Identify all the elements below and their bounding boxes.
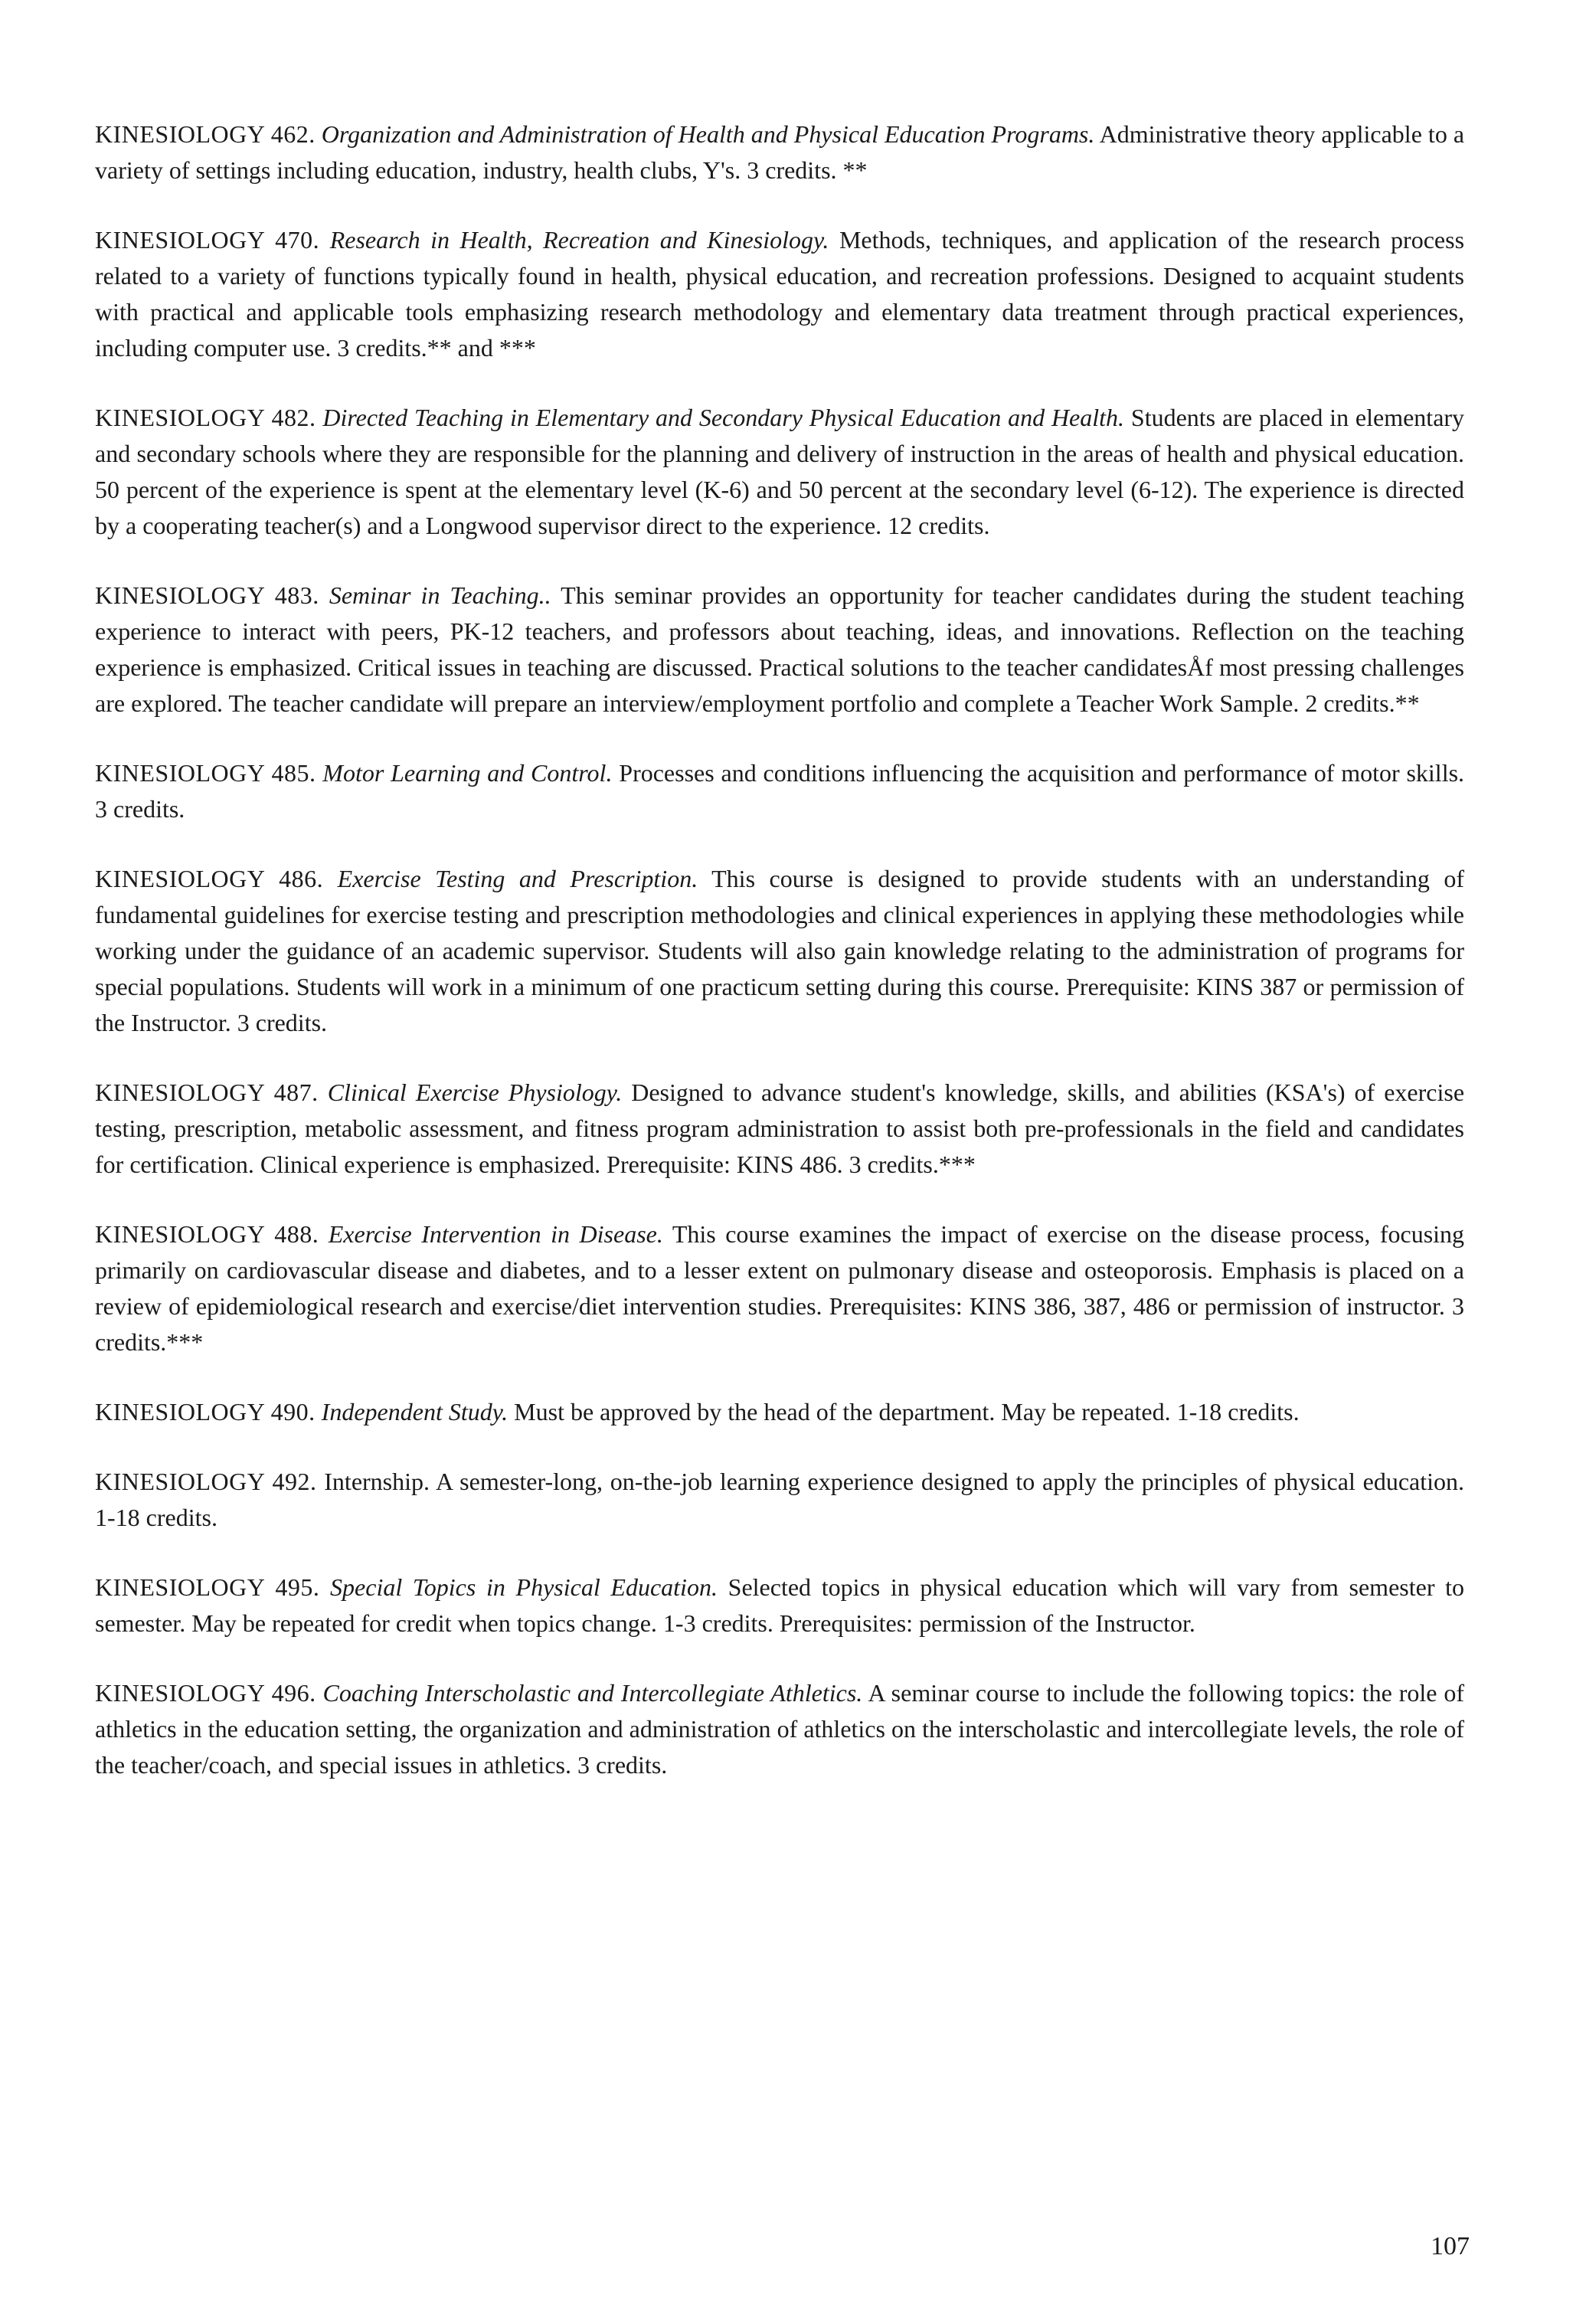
course-code: KINESIOLOGY 462. [95, 120, 316, 148]
course-title: Motor Learning and Control. [322, 759, 613, 787]
course-description: This course examines the impact of exercise on the disease process, focusing primarily on cardiovascular disease and diabetes, and to a lesser extent on pulmonary disease and osteoporosis. Emphasis is placed on a review of epidemiological research and exercise/diet intervention studies. Prerequisites: KINS 386, 387, 486 or permission of instructor. 3 credits.*** [95, 1220, 1465, 1356]
course-code: KINESIOLOGY 492. [95, 1468, 317, 1495]
course-description: Methods, techniques, and application of the research process related to a variety of functions typically found in health, physical education, and recreation professions. Designed to acquaint students with practical and applicable tools emphasizing research methodology and elementary data treatment through practical experiences, including computer use. 3 credits.** and *** [95, 226, 1465, 362]
course-code: KINESIOLOGY 495. [95, 1573, 320, 1601]
course-title: Special Topics in Physical Education. [330, 1573, 718, 1601]
course-entry-kins-490 [95, 1394, 1464, 1430]
course-description: This seminar provides an opportunity for teacher candidates during the student teaching experience to interact with peers, PK-12 teachers, and professors about teaching, ideas, and innovations. Reflection on the teaching experience is emphasized. Critical issues in teaching are discussed. Practical solutions to the teacher candidatesÅf most pressing challenges are explored. The teacher candidate will prepare an interview/employment portfolio and complete a Teacher Work Sample. 2 credits.** [95, 581, 1465, 717]
course-title: Research in Health, Recreation and Kinesiology. [329, 226, 829, 254]
course-entry-kins-483 [95, 578, 1464, 722]
course-entry-kins-495 [95, 1570, 1464, 1642]
course-title: Exercise Intervention in Disease. [328, 1220, 663, 1248]
course-entry-kins-486 [95, 861, 1464, 1041]
course-title: Organization and Administration of Health and Physical Education Programs. [321, 120, 1095, 148]
course-entry-kins-492 [95, 1464, 1464, 1536]
course-entry-kins-488 [95, 1216, 1464, 1360]
course-title: Directed Teaching in Elementary and Secondary Physical Education and Health. [322, 404, 1125, 431]
course-code: KINESIOLOGY 483. [95, 581, 319, 609]
course-code: KINESIOLOGY 482. [95, 404, 316, 431]
course-description: Internship. A semester-long, on-the-job learning experience designed to apply the principles of physical education. 1-18 credits. [95, 1468, 1465, 1531]
course-code: KINESIOLOGY 496. [95, 1679, 316, 1707]
course-description: Selected topics in physical education which will vary from semester to semester. May be repeated for credit when topics change. 1-3 credits. Prerequisites: permission of the Instructor. [95, 1573, 1465, 1637]
course-description: A seminar course to include the following topics: the role of athletics in the education setting, the organization and administration of athletics on the interscholastic and intercollegiate levels, the role of the teacher/coach, and special issues in athletics. 3 credits. [95, 1679, 1465, 1779]
course-entry-kins-487 [95, 1075, 1464, 1183]
course-entry-kins-496 [95, 1675, 1464, 1783]
course-description: This course is designed to provide students with an understanding of fundamental guidelines for exercise testing and prescription methodologies and clinical experiences in applying these methodologies while working under the guidance of an academic supervisor. Students will also gain knowledge relating to the administration of programs for special populations. Students will work in a minimum of one practicum setting during this course. Prerequisite: KINS 387 or permission of the Instructor. 3 credits. [95, 865, 1465, 1036]
course-code: KINESIOLOGY 470. [95, 226, 320, 254]
course-description: Designed to advance student's knowledge, skills, and abilities (KSA's) of exercise testing, prescription, metabolic assessment, and fitness program administration to assist both pre-professionals in the field and candidates for certification. Clinical experience is emphasized. Prerequisite: KINS 486. 3 credits.*** [95, 1079, 1465, 1178]
course-description: Must be approved by the head of the department. May be repeated. 1-18 credits. [514, 1398, 1300, 1425]
course-description: Administrative theory applicable to a variety of settings including education, industry, health clubs, Y's. 3 credits. ** [95, 120, 1465, 184]
course-title: Exercise Testing and Prescription. [337, 865, 698, 892]
course-entry-kins-470 [95, 222, 1464, 366]
course-title: Coaching Interscholastic and Intercollegiate Athletics. [322, 1679, 863, 1707]
course-title: Independent Study. [321, 1398, 509, 1425]
course-title: Seminar in Teaching.. [329, 581, 551, 609]
course-code: KINESIOLOGY 490. [95, 1398, 316, 1425]
course-code: KINESIOLOGY 486. [95, 865, 324, 892]
course-code: KINESIOLOGY 488. [95, 1220, 319, 1248]
course-code: KINESIOLOGY 485. [95, 759, 316, 787]
course-description: Processes and conditions influencing the acquisition and performance of motor skills. 3 credits. [95, 759, 1465, 823]
course-entry-kins-485 [95, 755, 1464, 827]
course-title: Clinical Exercise Physiology. [327, 1079, 623, 1106]
course-listing [95, 116, 1464, 1817]
course-description: Students are placed in elementary and secondary schools where they are responsible for the planning and delivery of instruction in the areas of health and physical education. 50 percent of the experience is spent at the elementary level (K-6) and 50 percent at the secondary level (6-12). The experience is directed by a cooperating teacher(s) and a Longwood supervisor direct to the experience. 12 credits. [95, 404, 1465, 539]
course-entry-kins-482 [95, 400, 1464, 544]
course-code: KINESIOLOGY 487. [95, 1079, 319, 1106]
course-entry-kins-462 [95, 116, 1464, 188]
page-number: 107 [1431, 2232, 1470, 2260]
